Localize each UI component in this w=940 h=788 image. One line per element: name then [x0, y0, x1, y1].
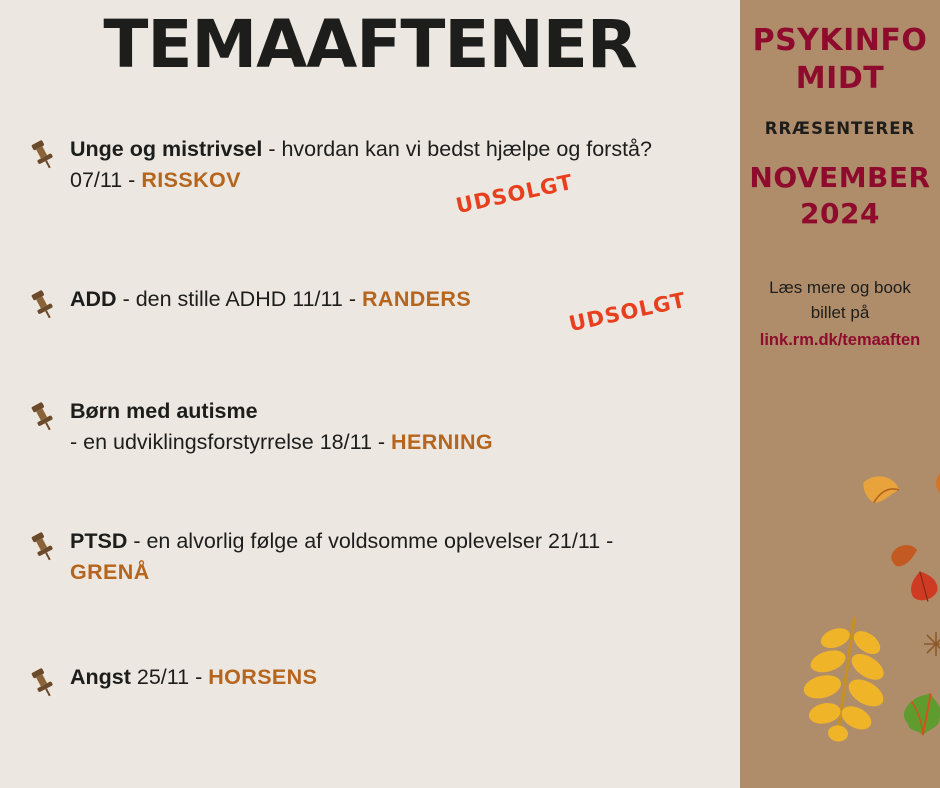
booking-line-1: Læs mere og book: [769, 277, 911, 297]
autumn-leaf-icon: [800, 612, 892, 747]
page-title: TEMAAFTENER: [103, 6, 637, 83]
pushpin-icon: [26, 400, 60, 434]
event-description: - en udviklingsforstyrrelse 18/11 -: [70, 429, 392, 454]
pushpin-icon: [26, 138, 60, 172]
event-place: HORSENS: [208, 665, 318, 689]
month-year: [740, 160, 940, 233]
booking-info: [740, 275, 940, 353]
event-text: [70, 526, 690, 587]
event-title: ADD: [70, 287, 117, 311]
month-label: NOVEMBER: [749, 161, 931, 194]
status-badge: UDSOLGT: [566, 287, 689, 337]
event-description: - hvordan kan vi bedst hjælpe og forstå? 07/11 -: [70, 137, 652, 192]
list-item[interactable]: [0, 662, 740, 754]
event-title: PTSD: [70, 529, 128, 553]
event-text: [70, 396, 690, 457]
autumn-leaf-icon: [906, 570, 940, 609]
list-item[interactable]: [0, 396, 740, 488]
presents-label: RRÆSENTERER: [764, 119, 916, 138]
status-badge: UDSOLGT: [453, 169, 576, 219]
event-description: - den stille ADHD 11/11 -: [116, 287, 362, 311]
event-title: Angst: [70, 665, 131, 689]
pushpin-icon: [26, 288, 60, 322]
autumn-leaf-icon: [900, 690, 940, 743]
pushpin-icon: [26, 530, 60, 564]
brand-name: [740, 22, 940, 97]
event-place: GRENÅ: [70, 559, 150, 584]
event-text: [70, 662, 690, 693]
event-place: RANDERS: [361, 287, 472, 311]
event-place: RISSKOV: [141, 167, 241, 192]
list-item[interactable]: [0, 284, 740, 376]
event-title: Børn med autisme: [70, 399, 258, 423]
brand-line-2: MIDT: [795, 60, 885, 96]
autumn-leaf-icon: [932, 470, 940, 501]
event-description: - en alvorlig følge af voldsomme oplevelser 21/11 -: [127, 529, 614, 553]
booking-link[interactable]: link.rm.dk/temaaften: [759, 330, 921, 349]
brand-line-1: PSYKINFO: [752, 23, 928, 58]
event-place: HERNING: [391, 429, 493, 454]
year-label: 2024: [800, 197, 880, 231]
list-item[interactable]: [0, 526, 740, 618]
autumn-leaf-icon: [858, 470, 902, 515]
event-description: 25/11 -: [130, 665, 209, 689]
sidebar: [740, 0, 940, 788]
event-text: [70, 134, 690, 195]
list-item[interactable]: [0, 134, 740, 226]
booking-line-2: billet på: [810, 303, 870, 323]
autumn-leaf-icon: [922, 630, 940, 663]
event-title: Unge og mistrivsel: [70, 137, 263, 161]
pushpin-icon: [26, 666, 60, 700]
